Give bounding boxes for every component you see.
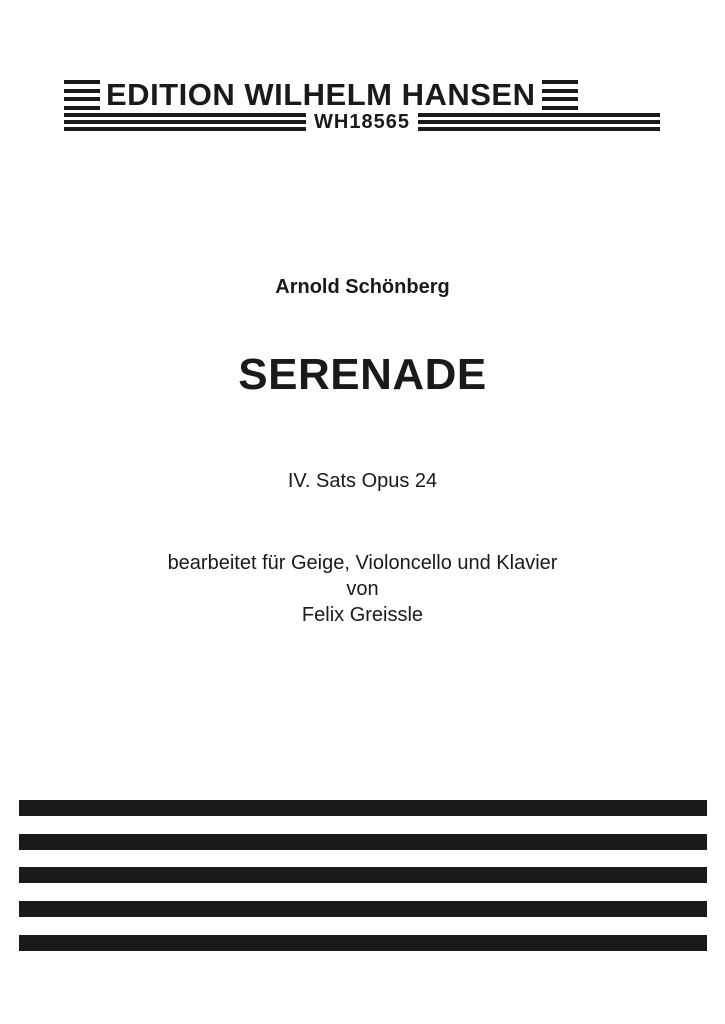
decorative-staff-bars — [19, 800, 707, 952]
catalog-number: WH18565 — [314, 111, 410, 133]
banner-stripe — [64, 89, 100, 93]
banner-stripes-left — [64, 80, 100, 110]
composer-name: Arnold Schönberg — [275, 276, 450, 298]
banner-stripe — [542, 106, 578, 110]
banner-stripe — [64, 106, 100, 110]
staff-bar — [19, 935, 707, 951]
movement-subtitle: IV. Sats Opus 24 — [287, 470, 438, 492]
banner-stripes-left — [64, 113, 306, 131]
arrangement-line: bearbeitet für Geige, Violoncello und Klavier — [167, 552, 558, 574]
staff-bar — [19, 834, 707, 850]
staff-bar — [19, 867, 707, 883]
publisher-name-row — [64, 78, 660, 112]
publisher-name: EDITION WILHELM HANSEN — [106, 77, 536, 112]
banner-stripe — [64, 80, 100, 84]
catalog-number-row — [64, 112, 660, 132]
banner-stripe — [418, 113, 660, 117]
banner-stripe — [542, 80, 578, 84]
banner-stripe — [418, 120, 660, 124]
banner-stripe — [64, 127, 306, 131]
banner-stripe — [64, 113, 306, 117]
work-title: SERENADE — [238, 350, 487, 399]
banner-stripe — [64, 97, 100, 101]
staff-bar — [19, 901, 707, 917]
publisher-banner — [64, 78, 660, 132]
arranger-name: Felix Greissle — [301, 604, 424, 626]
banner-stripe — [542, 97, 578, 101]
banner-stripes-right — [418, 113, 660, 131]
banner-stripe — [542, 89, 578, 93]
staff-bar — [19, 800, 707, 816]
banner-stripes-right — [542, 80, 578, 110]
banner-stripe — [418, 127, 660, 131]
banner-stripe — [64, 120, 306, 124]
arrangement-by: von — [346, 578, 379, 600]
